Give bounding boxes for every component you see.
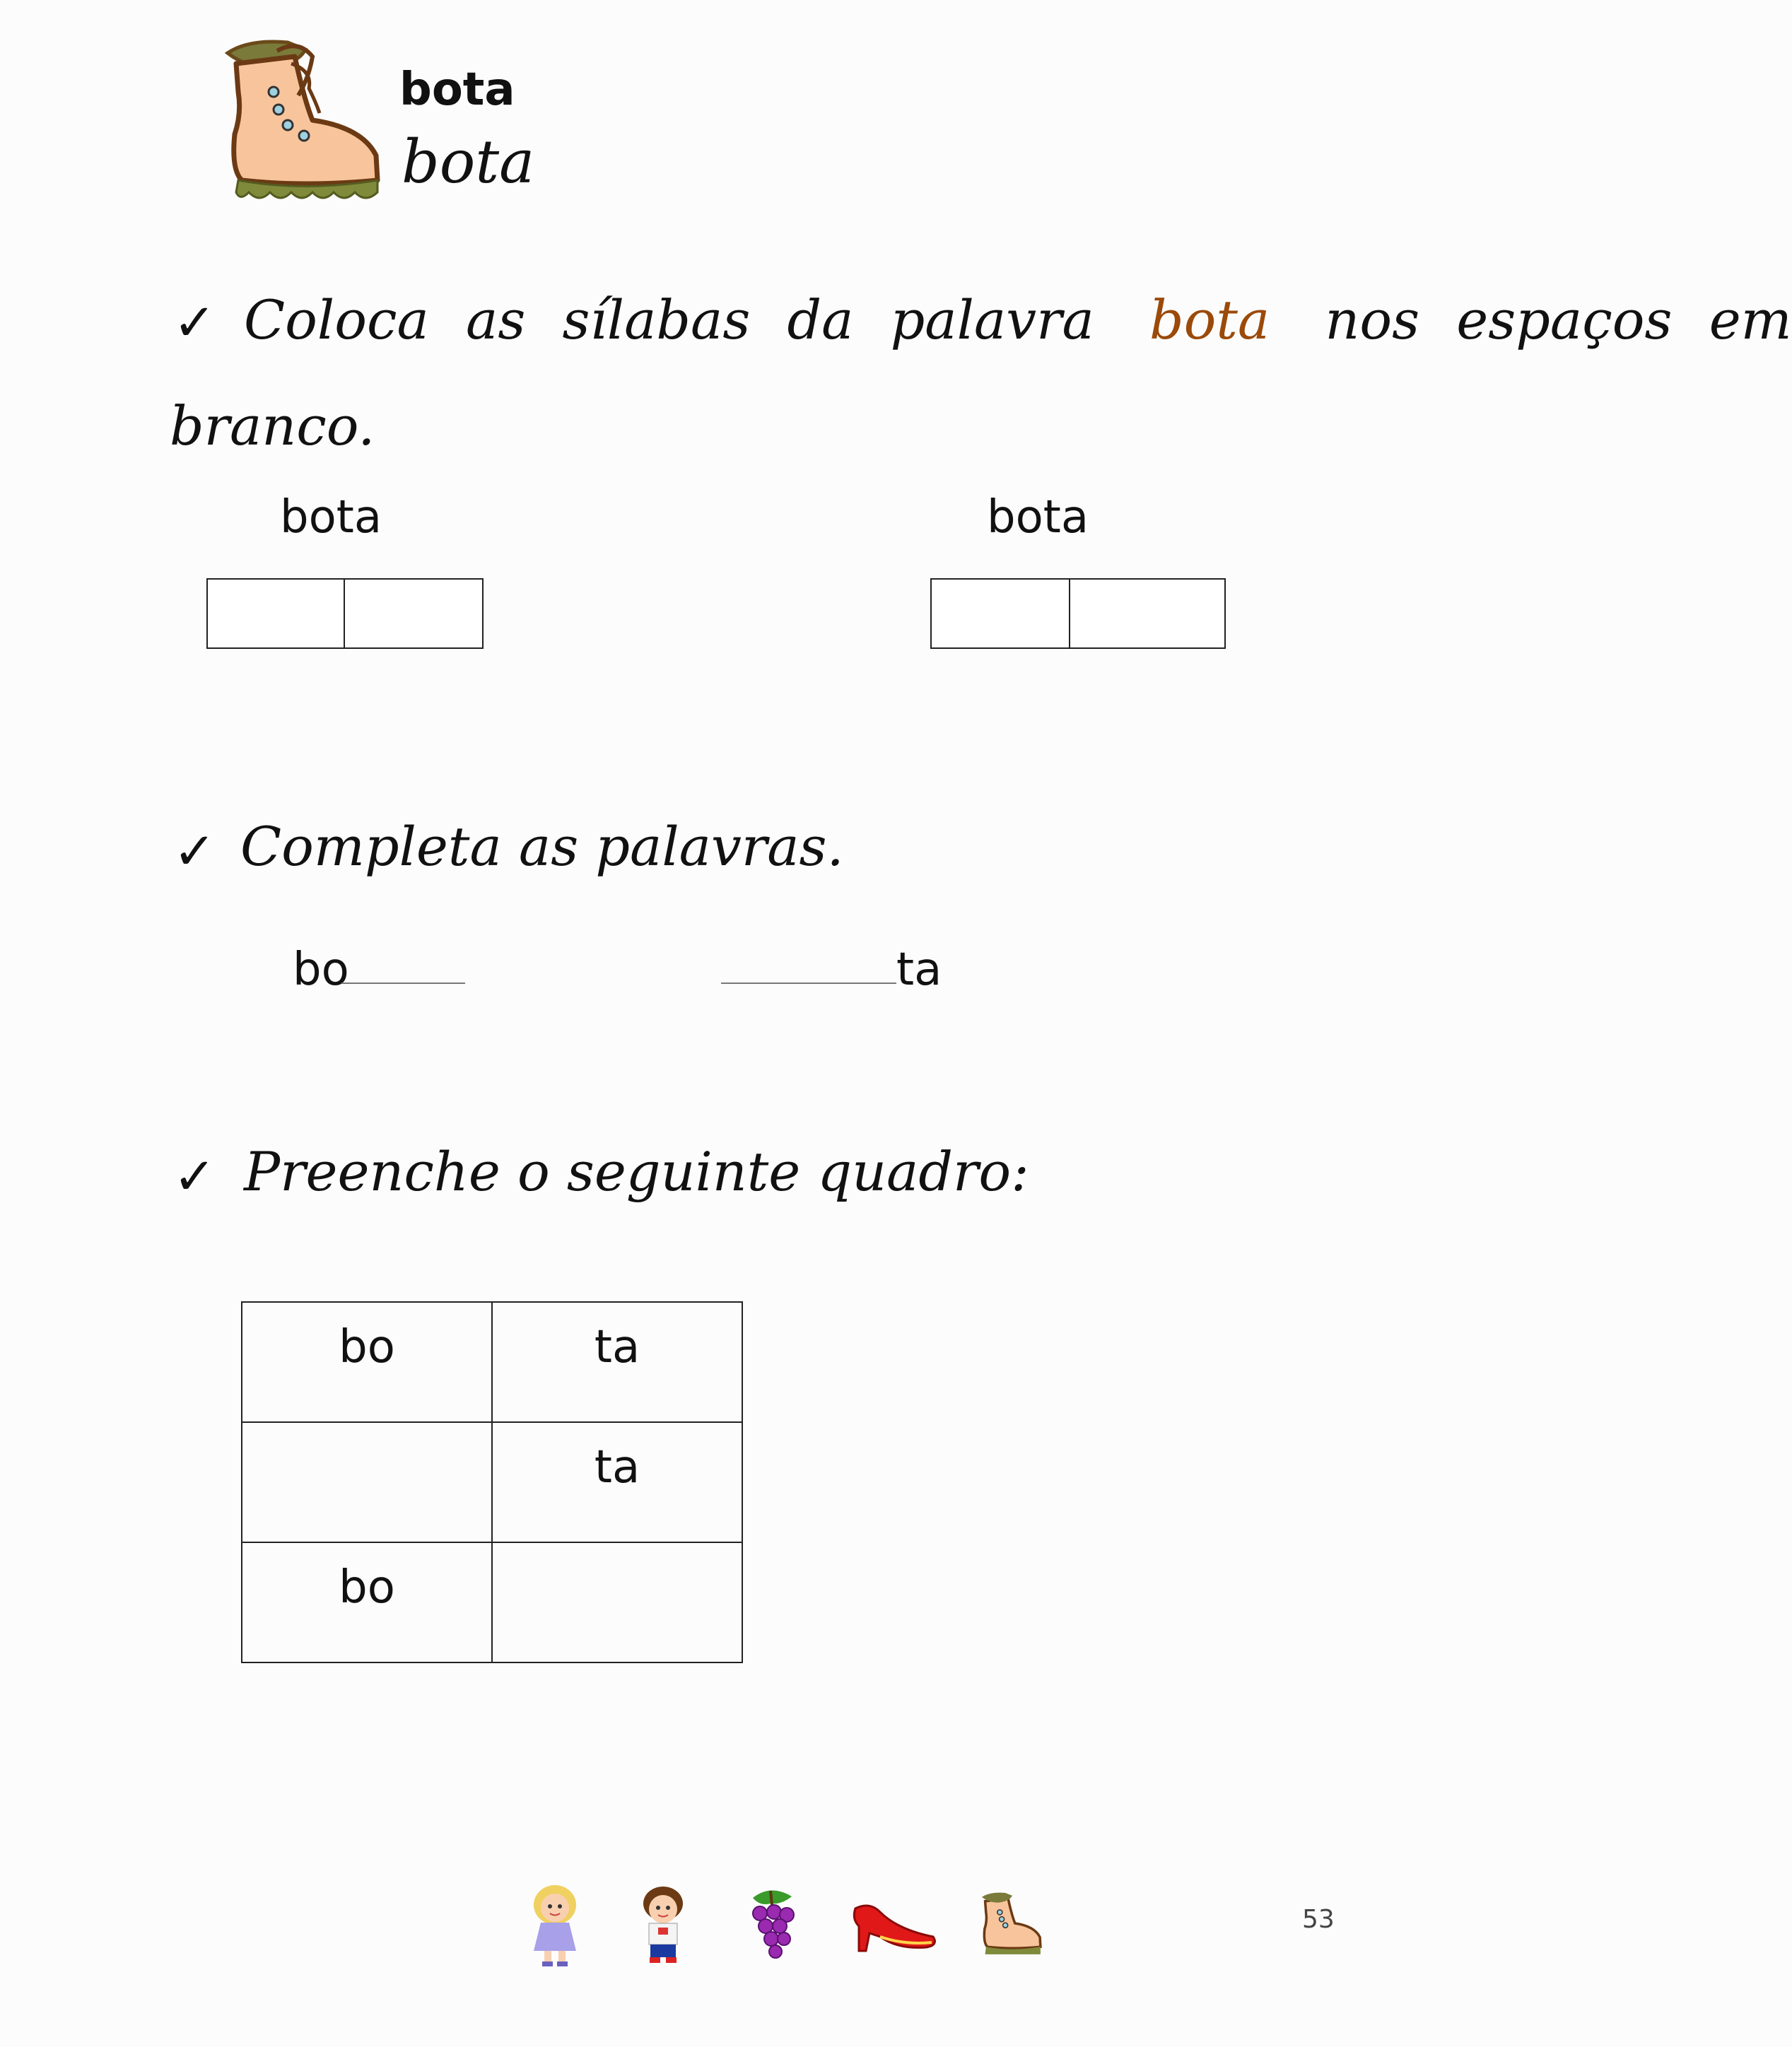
table-cell[interactable]: ta — [492, 1302, 742, 1422]
exercise1-instruction-line2: branco. — [170, 394, 375, 457]
exercise2-instruction: Completa as palavras. — [240, 815, 844, 878]
checkmark-icon: ✓ — [173, 293, 216, 352]
exercise2-right-blank[interactable] — [721, 983, 896, 984]
checkmark-icon: ✓ — [173, 1146, 216, 1206]
syllable-box-right-1[interactable] — [930, 578, 1070, 649]
exercise3-instruction: Preenche o seguinte quadro: — [244, 1140, 1029, 1203]
page-number: 53 — [1302, 1905, 1335, 1934]
exercise1-instruction — [244, 288, 1792, 351]
exercise2-left-blank[interactable] — [341, 983, 465, 984]
grapes-icon — [739, 1884, 802, 1969]
exercise1-highlight-word: bota — [1149, 288, 1270, 351]
header-word-print: bota — [399, 64, 515, 116]
table-cell[interactable]: bo — [242, 1302, 492, 1422]
table-row — [242, 1422, 742, 1542]
syllable-table — [241, 1301, 743, 1663]
exercise1-instruction-before: Coloca as sílabas da palavra — [244, 288, 1094, 351]
exercise1-left-word: bota — [280, 491, 382, 544]
red-shoe-icon — [848, 1894, 940, 1958]
boy-icon — [631, 1884, 695, 1969]
syllable-box-right-2[interactable] — [1069, 578, 1226, 649]
table-cell[interactable] — [492, 1542, 742, 1662]
header-word-cursive: bota — [402, 127, 535, 197]
exercise1-instruction-after: nos espaços em — [1325, 288, 1792, 351]
exercise2-right-suffix: ta — [896, 944, 942, 996]
boot-icon — [979, 1886, 1043, 1964]
syllable-box-left-1[interactable] — [206, 578, 345, 649]
table-row — [242, 1302, 742, 1422]
table-cell[interactable]: ta — [492, 1422, 742, 1542]
checkmark-icon: ✓ — [173, 821, 216, 881]
boot-illustration — [221, 35, 383, 212]
table-cell[interactable]: bo — [242, 1542, 492, 1662]
girl-icon — [523, 1884, 587, 1969]
exercise2-left-prefix: bo — [293, 944, 349, 996]
table-cell[interactable] — [242, 1422, 492, 1542]
syllable-box-left-2[interactable] — [344, 578, 484, 649]
exercise1-right-word: bota — [987, 491, 1089, 544]
table-row — [242, 1542, 742, 1662]
